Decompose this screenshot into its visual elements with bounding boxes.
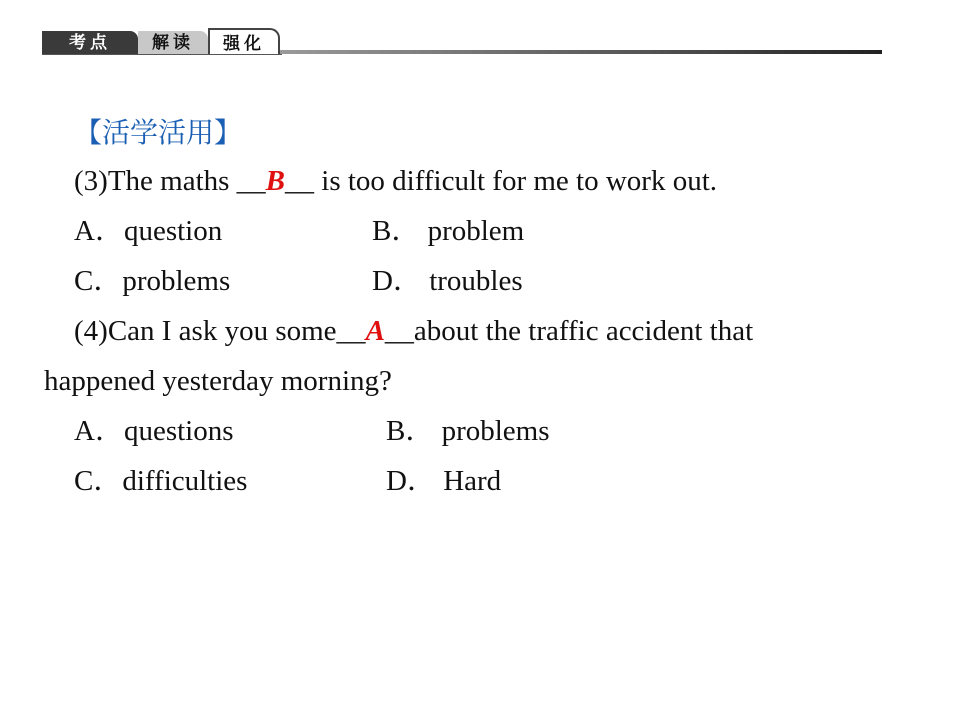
q4-option-d: D． Hard bbox=[386, 465, 502, 497]
q4-stem-before: (4)Can I ask you some__ bbox=[74, 315, 366, 347]
tab-underline-left bbox=[42, 54, 282, 55]
tab-underline-bar bbox=[280, 50, 882, 54]
exercise-content bbox=[44, 110, 924, 506]
question-4-options-ab bbox=[44, 406, 924, 456]
header-tab-bar bbox=[42, 28, 882, 56]
question-3-options-cd bbox=[44, 256, 924, 306]
tab-kaodian[interactable]: 考点 bbox=[42, 31, 138, 55]
q3-option-d: D． troubles bbox=[372, 265, 523, 297]
q4-stem-after: __about the traffic accident that bbox=[384, 315, 754, 347]
section-title: 【活学活用】 bbox=[74, 116, 243, 149]
q3-answer: B bbox=[265, 165, 286, 197]
question-3-stem bbox=[44, 156, 924, 206]
q4-option-b: B． problems bbox=[386, 415, 550, 447]
q3-option-c: C．problems bbox=[74, 265, 231, 297]
tab-jiedu[interactable]: 解读 bbox=[138, 31, 208, 55]
q3-stem-before: (3)The maths __ bbox=[74, 165, 266, 197]
q3-option-b: B． problem bbox=[372, 215, 525, 247]
question-4-stem bbox=[44, 306, 924, 356]
tab-qianghua[interactable]: 强化 bbox=[208, 28, 280, 55]
question-4-options-cd bbox=[44, 456, 924, 506]
q4-option-c: C．difficulties bbox=[74, 465, 248, 497]
q3-stem-after: __ is too difficult for me to work out. bbox=[285, 165, 718, 197]
question-3-options-ab bbox=[44, 206, 924, 256]
q4-answer: A bbox=[365, 315, 385, 347]
q3-option-a: A．question bbox=[74, 215, 223, 247]
question-4-stem-continued: happened yesterday morning? bbox=[44, 365, 392, 397]
q4-option-a: A．questions bbox=[74, 415, 234, 447]
